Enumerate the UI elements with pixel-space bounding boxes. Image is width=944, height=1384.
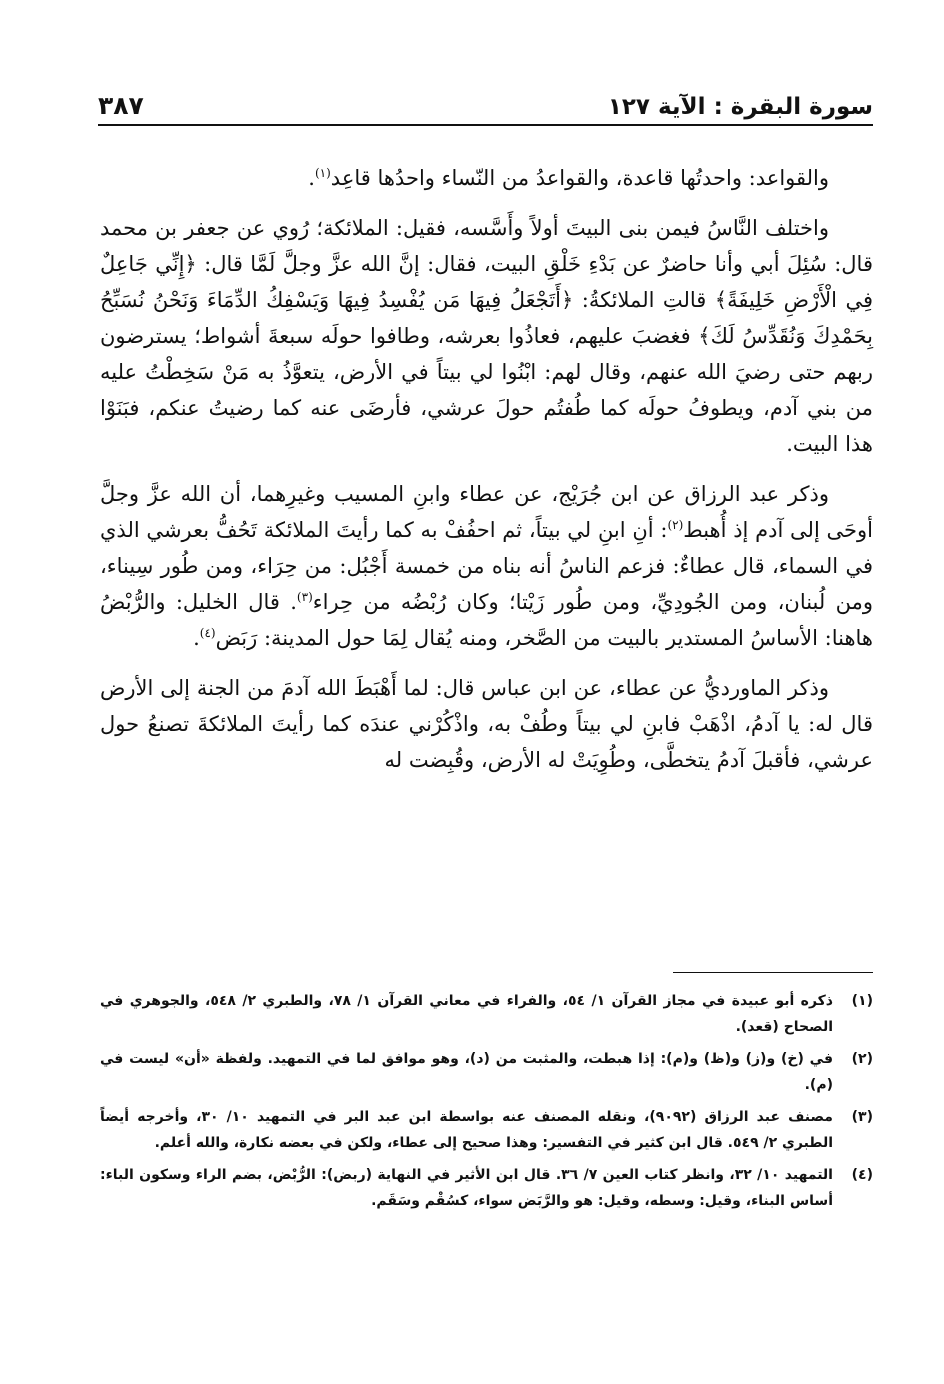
- footnote-number: (٤): [851, 1167, 873, 1183]
- footnote-number: (١): [851, 993, 873, 1009]
- footnote-reference: (٢): [667, 518, 684, 532]
- page-number: ٣٨٧: [98, 91, 144, 120]
- footnote-text: التمهيد ١٠/ ٣٢، وانظر كتاب العين ٧/ ٣٦. قال ابن الأثير في النهاية (ربض): الرُّبْض، بضم الراء وسكون الباء: أساس البناء، وقيل: وسطه، وقيل: هو والرَّبَض سواء، كسُقْم وسَقَم.: [100, 1167, 833, 1209]
- paragraph: واختلف النَّاسُ فيمن بنى البيتَ أولاً وأَسَّسه، فقيل: الملائكة؛ رُوي عن جعفر بن محمد قال: سُئِلَ أبي وأنا حاضرٌ عن بَدْءِ خَلْقِ البيت، فقال: إنَّ الله عزَّ وجلَّ لَمَّا قال: ﴿إِنِّي جَاعِلٌ فِي الْأَرْضِ خَلِيفَةً﴾ قالتِ الملائكةُ: ﴿أَتَجْعَلُ فِيهَا مَن يُفْسِدُ فِيهَا وَيَسْفِكُ الدِّمَاءَ وَنَحْنُ نُسَبِّحُ بِحَمْدِكَ وَنُقَدِّسُ لَكَ﴾ فغضبَ عليهم، فعاذُوا بعرشه، وطافوا حولَه سبعةَ أشواط؛ يسترضون ربهم حتى رضيَ الله عنهم، وقال لهم: ابْنُوا لي بيتاً في الأرض، يتعوَّذُ به مَنْ سَخِطْتُ عليه من بني آدم، ويطوفُ حولَه كما طُفتُم حولَ عرشي، فأرضَى عنه كما رضيتُ عنكم، فبَنَوْا هذا البيت.: [100, 216, 873, 456]
- footnote-divider: [673, 972, 873, 973]
- header-divider: [98, 124, 873, 126]
- footnote-text: ذكره أبو عبيدة في مجاز القرآن ١/ ٥٤، والفراء في معاني القرآن ١/ ٧٨، والطبري ٢/ ٥٤٨، والجوهري في الصحاح (قعد).: [100, 993, 833, 1035]
- footnote-reference: (٤): [199, 626, 216, 640]
- main-text: [100, 160, 873, 792]
- footnotes: [100, 988, 873, 1220]
- footnote-reference: (٣): [296, 590, 313, 604]
- footnote: [100, 1046, 873, 1098]
- footnote-reference: (١): [314, 166, 331, 180]
- footnote-text: مصنف عبد الرزاق (٩٠٩٢)، ونقله المصنف عنه بواسطة ابن عبد البر في التمهيد ١٠/ ٣٠، وأخرجه أيضاً الطبري ٢/ ٥٤٩. قال ابن كثير في التفسير: وهذا صحيح إلى عطاء، ولكن في بعضه نكارة، والله أعلم.: [100, 1109, 833, 1151]
- surah-verse-title: سورة البقرة : الآية ١٢٧: [607, 94, 873, 120]
- footnote-number: (٢): [851, 1051, 873, 1067]
- footnote: [100, 1162, 873, 1214]
- page-header: [98, 80, 873, 120]
- footnote-text: في (خ) و(ز) و(ظ) و(م): إذا هبطت، والمثبت من (د)، وهو موافق لما في التمهيد. ولفظة «أن» ليست في (م).: [100, 1051, 833, 1093]
- footnote: [100, 988, 873, 1040]
- footnote: [100, 1104, 873, 1156]
- paragraph: وذكر الماورديُّ عن عطاء، عن ابن عباس قال: لما أَهْبَطَ الله آدمَ من الجنة إلى الأرض قال له: يا آدمُ، اذْهَبْ فابنِ لي بيتاً وطُفْ به، واذْكُرْني عندَه كما رأيتَ الملائكةَ تصنعُ حول عرشي، فأقبلَ آدمُ يتخطَّى، وطُوِيَتْ له الأرض، وقُبِضت له: [100, 676, 873, 772]
- footnote-number: (٣): [851, 1109, 873, 1125]
- paragraph: وذكر عبد الرزاق عن ابن جُرَيْج، عن عطاء وابنِ المسيب وغيرِهما، أن الله عزَّ وجلَّ أوحَى إلى آدم إذ أُهبط$^{(٢)}$: أنِ ابنِ لي بيتاً، ثم احفُفْ به كما رأيتَ الملائكة تَحُفُّ بعرشي الذي في السماء، قال عطاءٌ: فزعم الناسُ أنه بناه من خمسة أَجْبُل: من حِرَاء، ومن طُور سِيناء، ومن لُبنان، ومن الجُودِيِّ، ومن طُور زَيْتا؛ وكان رُبْضُه من حِراء$^{(٣)}$. قال الخليل: والرُّبْضُ هاهنا: الأساسُ المستدير بالبيت من الصَّخر، ومنه يُقال لِمَا حول المدينة: رَبَض$^{(٤)}$.: [100, 482, 873, 650]
- paragraph: والقواعد: واحدتُها قاعدة، والقواعدُ من النّساء واحدُها قاعِد$^{(١)}$.: [308, 166, 829, 190]
